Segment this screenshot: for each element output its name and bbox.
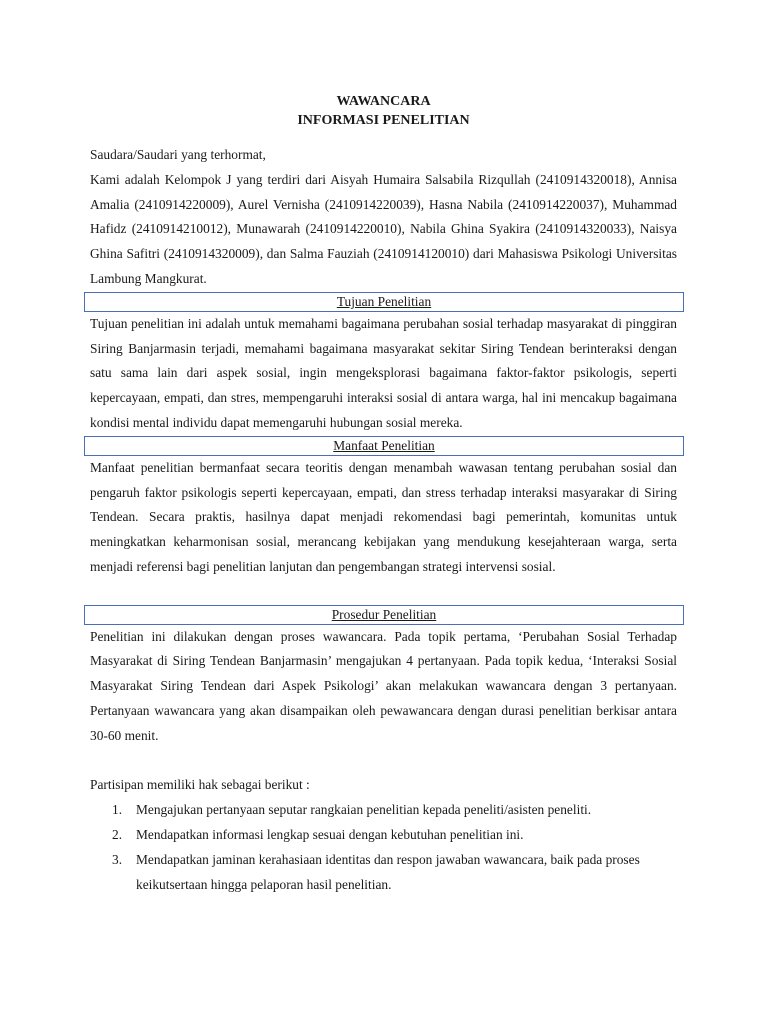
list-item-text: Mendapatkan jaminan kerahasiaan identitas dan respon jawaban wawancara, baik pada proses keikutsertaan hingga pelaporan hasil penelitian. bbox=[136, 851, 640, 892]
list-item bbox=[90, 798, 677, 823]
document-page bbox=[90, 92, 677, 897]
document-title bbox=[90, 92, 677, 130]
list-item bbox=[90, 823, 677, 848]
section-heading-prosedur-label: Prosedur Penelitian bbox=[331, 606, 437, 622]
blank-line bbox=[90, 580, 677, 605]
manfaat-paragraph: Manfaat penelitian bermanfaat secara teoritis dengan menambah wawasan tentang perubahan sosial dan pengaruh faktor psikologis seperti kepercayaan, empati, dan stress terhadap interaksi masyarakar di Siring Tendean. Secara praktis, hasilnya dapat menjadi rekomendasi bagi pemerintah, komunitas untuk meningkatkan keharmonisan sosial, merancang kebijakan yang mendukung kesejahteraan warga, serta menjadi referensi bagi penelitian lanjutan dan pengembangan strategi intervensi sosial. bbox=[90, 459, 677, 574]
list-item-number: 2. bbox=[112, 826, 123, 842]
rights-list bbox=[90, 798, 677, 897]
title-line-2: INFORMASI PENELITIAN bbox=[297, 113, 470, 128]
tujuan-paragraph: Tujuan penelitian ini adalah untuk memahami bagaimana perubahan sosial terhadap masyarakat di pinggiran Siring Banjarmasin terjadi, memahami bagaimana masyarakat sekitar Siring Tendean berinteraksi dengan satu sama lain dari aspek sosial, ingin mengeksplorasi bagaimana faktor-faktor psikologis, seperti kepercayaan, empati, dan stres, mempengaruhi interaksi sosial di antara warga, hal ini mencakup bagaimana kondisi mental individu dapat memengaruhi hubungan sosial mereka. bbox=[90, 315, 677, 430]
list-item-number: 1. bbox=[112, 802, 123, 818]
section-heading-tujuan bbox=[84, 292, 684, 312]
greeting: Saudara/Saudari yang terhormat, bbox=[90, 147, 266, 162]
rights-intro: Partisipan memiliki hak sebagai berikut : bbox=[90, 777, 310, 793]
list-item-text: Mendapatkan informasi lengkap sesuai dengan kebutuhan penelitian ini. bbox=[136, 826, 524, 842]
section-heading-tujuan-label: Tujuan Penelitian bbox=[336, 293, 432, 309]
title-line-1: WAWANCARA bbox=[336, 94, 431, 109]
section-heading-prosedur bbox=[84, 605, 684, 625]
section-heading-manfaat-label: Manfaat Penelitian bbox=[333, 437, 435, 453]
list-item-text: Mengajukan pertanyaan seputar rangkaian penelitian kepada peneliti/asisten peneliti. bbox=[136, 802, 592, 818]
prosedur-paragraph: Penelitian ini dilakukan dengan proses wawancara. Pada topik pertama, ‘Perubahan Sosial Terhadap Masyarakat di Siring Tendean Banjarmasin’ mengajukan 4 pertanyaan. Pada topik kedua, ‘Interaksi Sosial Masyarakat Siring Tendean dari Aspek Psikologi’ akan melakukan wawancara dengan 3 pertanyaan. Pertanyaan wawancara yang akan disampaikan oleh pewawancara dengan durasi penelitian berkisar antara 30-60 menit. bbox=[90, 628, 677, 743]
blank-line bbox=[90, 749, 677, 774]
intro-paragraph: Kami adalah Kelompok J yang terdiri dari Aisyah Humaira Salsabila Rizqullah (2410914320018), Annisa Amalia (2410914220009), Aurel Vernisha (2410914220039), Hasna Nabila (2410914220037), Muhammad Hafidz (2410914210012), Munawarah (2410914220010), Nabila Ghina Syakira (2410914320033), Naisya Ghina Safitri (2410914320009), dan Salma Fauziah (2410914120010) dari Mahasiswa Psikologi Universitas Lambung Mangkurat. bbox=[90, 171, 677, 286]
list-item bbox=[90, 848, 677, 898]
list-item-number: 3. bbox=[112, 851, 123, 867]
section-heading-manfaat bbox=[84, 436, 684, 456]
